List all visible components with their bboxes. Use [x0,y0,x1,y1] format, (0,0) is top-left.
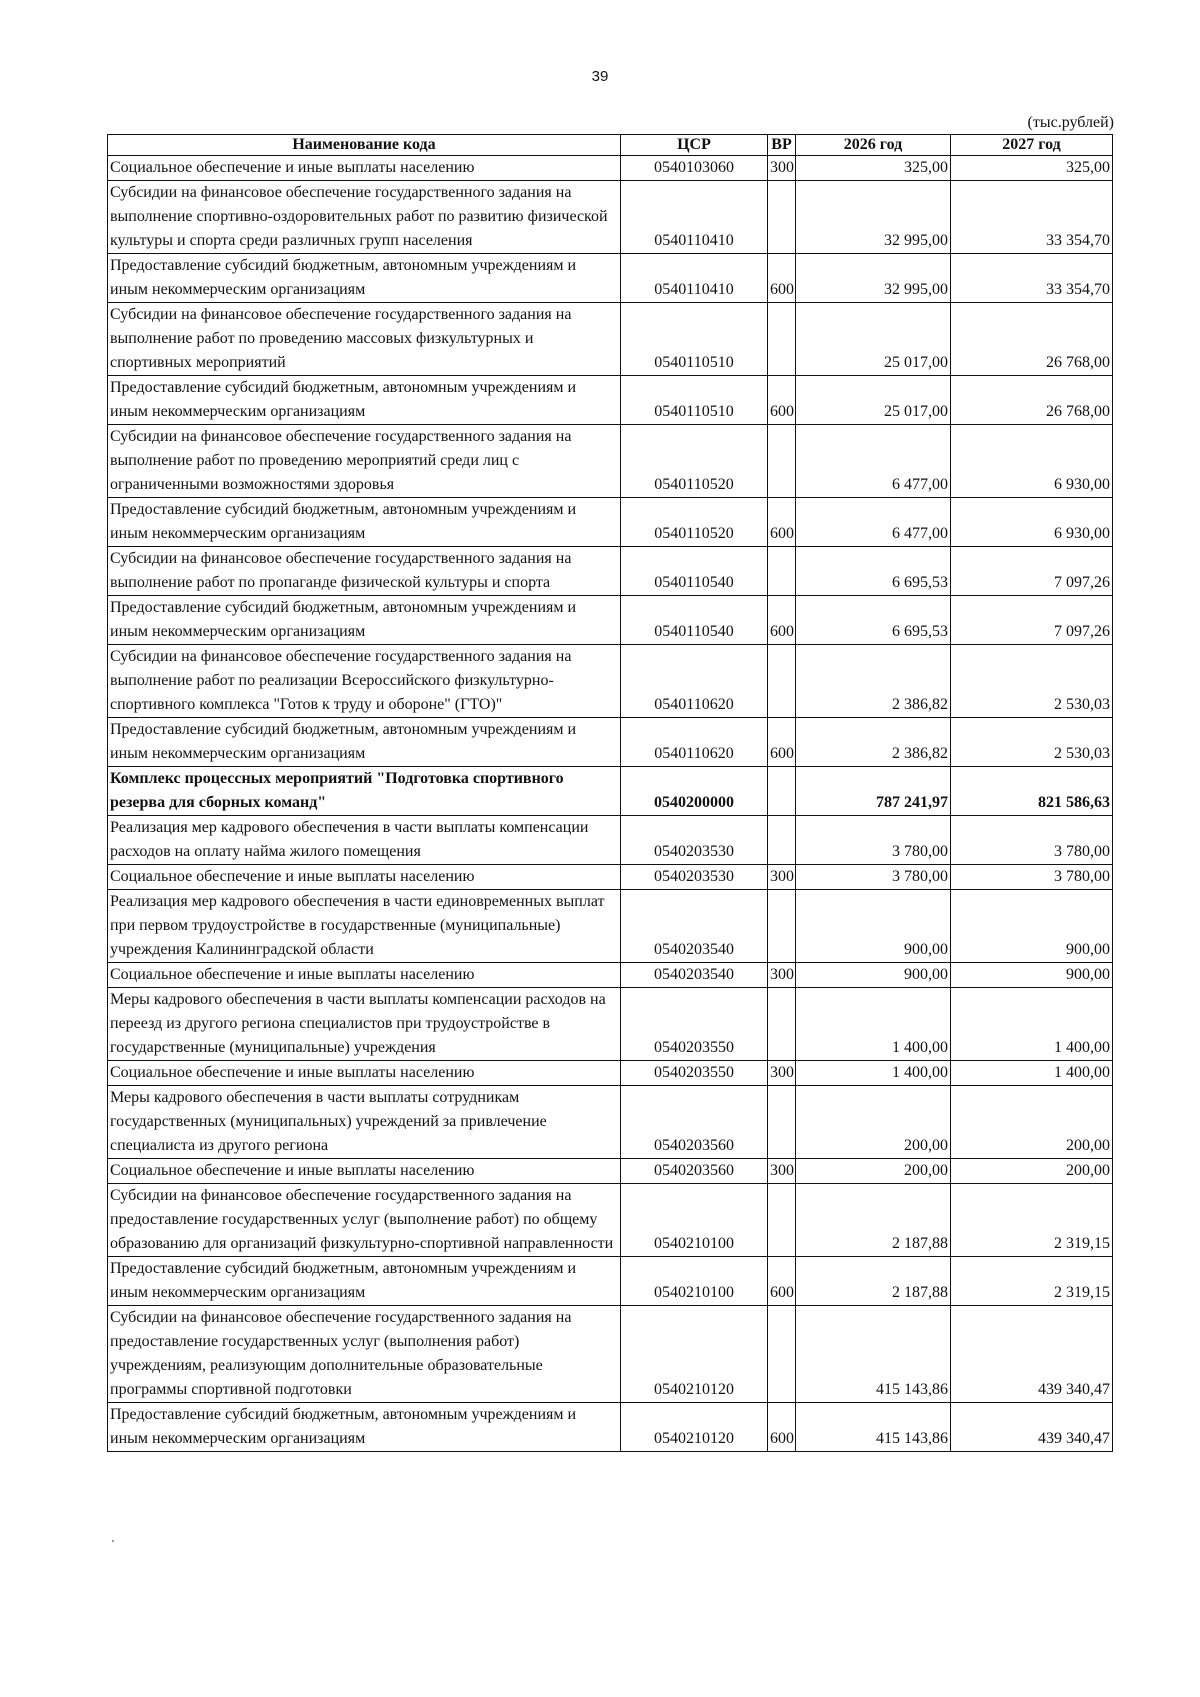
cell-2026: 900,00 [796,963,951,988]
header-2026: 2026 год [796,135,951,156]
cell-csr: 0540203550 [621,1061,768,1086]
cell-vr [768,547,796,596]
cell-csr: 0540200000 [621,767,768,816]
cell-2026: 1 400,00 [796,1061,951,1086]
cell-2026: 32 995,00 [796,181,951,254]
table-row [108,890,1113,963]
cell-2027: 2 530,03 [951,645,1113,718]
cell-2026: 3 780,00 [796,865,951,890]
cell-csr: 0540110540 [621,547,768,596]
cell-csr: 0540203540 [621,963,768,988]
cell-vr: 600 [768,1257,796,1306]
cell-csr: 0540103060 [621,156,768,181]
cell-2027: 900,00 [951,890,1113,963]
cell-2027: 3 780,00 [951,816,1113,865]
cell-name: Социальное обеспечение и иные выплаты населению [108,156,621,181]
cell-2026: 6 695,53 [796,547,951,596]
cell-2026: 3 780,00 [796,816,951,865]
cell-name: Субсидии на финансовое обеспечение государственного задания на выполнение работ по проведению массовых физкультурных и спортивных мероприятий [108,303,621,376]
cell-2027: 6 930,00 [951,425,1113,498]
page-number: 39 [591,68,609,85]
cell-vr [768,303,796,376]
cell-2027: 439 340,47 [951,1403,1113,1452]
cell-csr: 0540203530 [621,865,768,890]
table-row [108,1306,1113,1403]
table-header [108,135,1113,156]
cell-csr: 0540110510 [621,376,768,425]
table-row [108,303,1113,376]
cell-vr [768,645,796,718]
cell-vr: 300 [768,1061,796,1086]
cell-csr: 0540203540 [621,890,768,963]
table-row [108,181,1113,254]
cell-csr: 0540110620 [621,718,768,767]
cell-csr: 0540203560 [621,1159,768,1184]
cell-vr: 600 [768,1403,796,1452]
cell-name: Предоставление субсидий бюджетным, автономным учреждениям и иным некоммерческим организациям [108,498,621,547]
cell-name: Предоставление субсидий бюджетным, автономным учреждениям и иным некоммерческим организациям [108,1403,621,1452]
cell-2027: 33 354,70 [951,181,1113,254]
cell-name: Субсидии на финансовое обеспечение государственного задания на выполнение работ по пропаганде физической культуры и спорта [108,547,621,596]
cell-2026: 415 143,86 [796,1403,951,1452]
cell-vr [768,816,796,865]
cell-csr: 0540203560 [621,1086,768,1159]
cell-2026: 6 477,00 [796,498,951,547]
cell-name: Социальное обеспечение и иные выплаты населению [108,1159,621,1184]
cell-name: Предоставление субсидий бюджетным, автономным учреждениям и иным некоммерческим организациям [108,596,621,645]
cell-vr [768,1306,796,1403]
cell-2027: 26 768,00 [951,303,1113,376]
cell-2027: 3 780,00 [951,865,1113,890]
cell-csr: 0540110540 [621,596,768,645]
cell-2026: 415 143,86 [796,1306,951,1403]
cell-vr: 600 [768,596,796,645]
cell-2027: 200,00 [951,1086,1113,1159]
header-row [108,135,1113,156]
cell-csr: 0540210120 [621,1403,768,1452]
cell-name: Субсидии на финансовое обеспечение государственного задания на предоставление государственных услуг (выполнения работ) учреждениям, реализующим дополнительные образовательные программы спортивной подготовки [108,1306,621,1403]
cell-2027: 1 400,00 [951,1061,1113,1086]
cell-name: Социальное обеспечение и иные выплаты населению [108,1061,621,1086]
cell-2027: 1 400,00 [951,988,1113,1061]
cell-2027: 2 319,15 [951,1257,1113,1306]
cell-2027: 2 530,03 [951,718,1113,767]
cell-name: Предоставление субсидий бюджетным, автономным учреждениям и иным некоммерческим организациям [108,254,621,303]
cell-name: Предоставление субсидий бюджетным, автономным учреждениям и иным некоммерческим организациям [108,376,621,425]
cell-2026: 32 995,00 [796,254,951,303]
cell-vr: 300 [768,156,796,181]
cell-2026: 200,00 [796,1086,951,1159]
header-2027: 2027 год [951,135,1113,156]
cell-name: Социальное обеспечение и иные выплаты населению [108,963,621,988]
table-row [108,963,1113,988]
cell-csr: 0540210120 [621,1306,768,1403]
cell-name: Предоставление субсидий бюджетным, автономным учреждениям и иным некоммерческим организациям [108,718,621,767]
table-row [108,1061,1113,1086]
scan-speck [112,1540,114,1542]
cell-vr [768,767,796,816]
cell-csr: 0540203530 [621,816,768,865]
cell-vr [768,1086,796,1159]
table-row [108,498,1113,547]
cell-csr: 0540110410 [621,181,768,254]
table-row [108,816,1113,865]
table-row [108,254,1113,303]
cell-vr: 600 [768,254,796,303]
cell-name: Субсидии на финансовое обеспечение государственного задания на предоставление государственных услуг (выполнение работ) по общему образованию для организаций физкультурно-спортивной направленности [108,1184,621,1257]
table-row [108,376,1113,425]
cell-2027: 439 340,47 [951,1306,1113,1403]
table-row [108,865,1113,890]
table-row [108,425,1113,498]
cell-vr: 600 [768,376,796,425]
cell-vr: 600 [768,718,796,767]
cell-vr [768,988,796,1061]
cell-csr: 0540203550 [621,988,768,1061]
table-row [108,645,1113,718]
cell-name: Реализация мер кадрового обеспечения в части единовременных выплат при первом трудоустройстве в государственные (муниципальные) учреждения Калининградской области [108,890,621,963]
cell-2026: 6 477,00 [796,425,951,498]
cell-2027: 325,00 [951,156,1113,181]
cell-2026: 2 386,82 [796,718,951,767]
table-row [108,718,1113,767]
cell-name: Реализация мер кадрового обеспечения в части выплаты компенсации расходов на оплату найма жилого помещения [108,816,621,865]
cell-vr: 300 [768,865,796,890]
cell-vr [768,890,796,963]
table-row [108,596,1113,645]
cell-name: Комплекс процессных мероприятий "Подготовка спортивного резерва для сборных команд" [108,767,621,816]
cell-2026: 200,00 [796,1159,951,1184]
cell-name: Меры кадрового обеспечения в части выплаты компенсации расходов на переезд из другого региона специалистов при трудоустройстве в государственные (муниципальные) учреждения [108,988,621,1061]
cell-vr [768,425,796,498]
cell-2027: 7 097,26 [951,596,1113,645]
cell-vr: 300 [768,1159,796,1184]
cell-2027: 2 319,15 [951,1184,1113,1257]
cell-2026: 325,00 [796,156,951,181]
table-row [108,156,1113,181]
header-name: Наименование кода [108,135,621,156]
table-row [108,1403,1113,1452]
table-row [108,1159,1113,1184]
cell-vr: 600 [768,498,796,547]
table-row [108,1184,1113,1257]
cell-2026: 25 017,00 [796,376,951,425]
cell-2026: 6 695,53 [796,596,951,645]
cell-2027: 900,00 [951,963,1113,988]
cell-2027: 821 586,63 [951,767,1113,816]
cell-2026: 1 400,00 [796,988,951,1061]
cell-2026: 2 187,88 [796,1257,951,1306]
cell-csr: 0540110510 [621,303,768,376]
cell-2026: 2 187,88 [796,1184,951,1257]
cell-2026: 25 017,00 [796,303,951,376]
table-body [108,156,1113,1452]
cell-vr [768,1184,796,1257]
cell-name: Меры кадрового обеспечения в части выплаты сотрудникам государственных (муниципальных) учреждений за привлечение специалиста из другого региона [108,1086,621,1159]
cell-name: Предоставление субсидий бюджетным, автономным учреждениям и иным некоммерческим организациям [108,1257,621,1306]
table-row [108,767,1113,816]
cell-csr: 0540210100 [621,1257,768,1306]
header-vr: ВР [768,135,796,156]
cell-vr: 300 [768,963,796,988]
cell-name: Субсидии на финансовое обеспечение государственного задания на выполнение спортивно-оздоровительных работ по развитию физической культуры и спорта среди различных групп населения [108,181,621,254]
cell-csr: 0540110410 [621,254,768,303]
cell-2027: 7 097,26 [951,547,1113,596]
cell-csr: 0540110520 [621,425,768,498]
cell-2026: 2 386,82 [796,645,951,718]
table-row [108,1257,1113,1306]
cell-name: Субсидии на финансовое обеспечение государственного задания на выполнение работ по реализации Всероссийского физкультурно-спортивного комплекса "Готов к труду и обороне" (ГТО)" [108,645,621,718]
cell-name: Субсидии на финансовое обеспечение государственного задания на выполнение работ по проведению мероприятий среди лиц с ограниченными возможностями здоровья [108,425,621,498]
cell-2027: 33 354,70 [951,254,1113,303]
cell-2027: 6 930,00 [951,498,1113,547]
cell-name: Социальное обеспечение и иные выплаты населению [108,865,621,890]
cell-csr: 0540110520 [621,498,768,547]
table-row [108,988,1113,1061]
cell-vr [768,181,796,254]
header-csr: ЦСР [621,135,768,156]
cell-csr: 0540210100 [621,1184,768,1257]
cell-csr: 0540110620 [621,645,768,718]
cell-2027: 26 768,00 [951,376,1113,425]
cell-2026: 900,00 [796,890,951,963]
cell-2026: 787 241,97 [796,767,951,816]
cell-2027: 200,00 [951,1159,1113,1184]
budget-table [107,134,1113,1452]
table-row [108,547,1113,596]
table-row [108,1086,1113,1159]
units-label: (тыс.рублей) [1027,114,1114,131]
